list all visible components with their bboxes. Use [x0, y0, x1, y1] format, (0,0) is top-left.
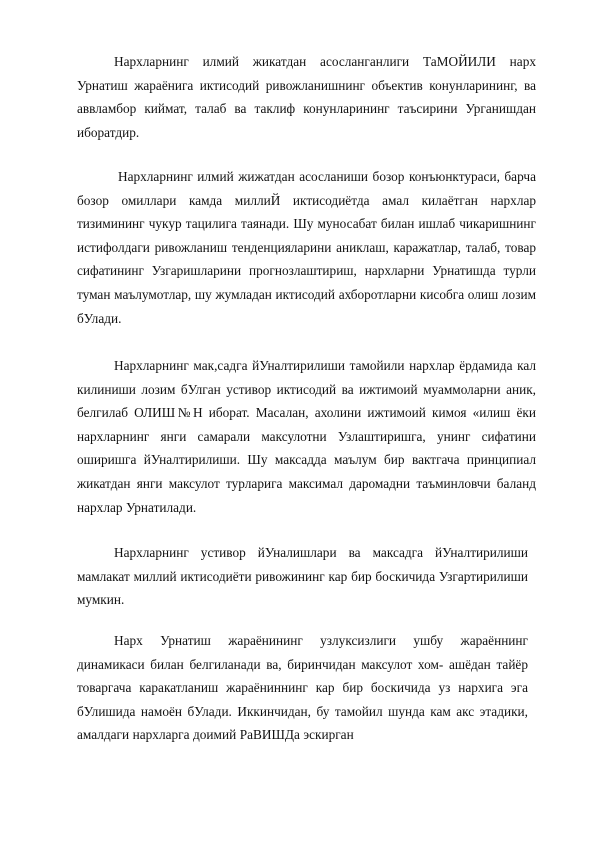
paragraph-targeted-orientation: Нархларнинг мак,садга йУналтирилиши тамойили нархлар ёрдамида кал килиниши лозим бУлган устивор иктисодий ва ижтимоий муаммоларни аник, белгилаб ОЛИШ№Н иборат. Масалан, ахолини ижтимоий кимоя «илиш ёки нархларнинг янги самарали максулотни Узлаштиришга, унинг сифатини оширишга йУналтирилиши. Шу максадда маълум бир вактгача принципиал жикатдан янги максулот турларига максимал даромадни таъминловчи баланд нархлар Урнатилади.: [77, 358, 536, 515]
paragraph-continuity-principle: Нарх Урнатиш жараёнининг узлуксизлиги ушбу жараённинг динамикаси билан белгиланади ва, биринчидан максулот хом- ашёдан тайёр товаргача каракатланиш жараёниннинг кар бир боскичида уз нархига эга бУлишида намоён бУлади. Иккинчидан, бу тамойил шунда кам акс этадики, амалдаги нархларга доимий РаВИШДа эскирган: [77, 633, 528, 743]
paragraph-priority-directions: Нархларнинг устивор йУналишлари ва максадга йУналтирилиши мамлакат миллий иктисодиёти ривожининг кар бир боскичида Узгартирилиши мумкин.: [77, 545, 528, 608]
paragraph-market-conjuncture: Нархларнинг илмий жижатдан асосланиши бозор конъюнктураси, барча бозор омиллари камда миллиЙ иктисодиётда амал килаётган нархлар тизимининг чукур тацилига таянади. Шу муносабат билан ишлаб чикаришнинг истифолдаги ривожланиш тенденцияларини аниклаш, каражатлар, талаб, товар сифатининг Узгаришларини прогнозлаштириш, нархларни Урнатишда турли туман маълумотлар, шу жумладан иктисодий ахборотларни кисобга олиш лозим бУлади.: [77, 169, 536, 326]
paragraph-scientific-basis-principle: Нархларнинг илмий жикатдан асосланганлиги ТаМОЙИЛИ нарх Урнатиш жараёнига иктисодий ривожланишнинг объектив конунларининг, ва аввламбор киймат, талаб ва таклиф конунларининг таъсирини Урганишдан иборатдир.: [77, 54, 536, 140]
